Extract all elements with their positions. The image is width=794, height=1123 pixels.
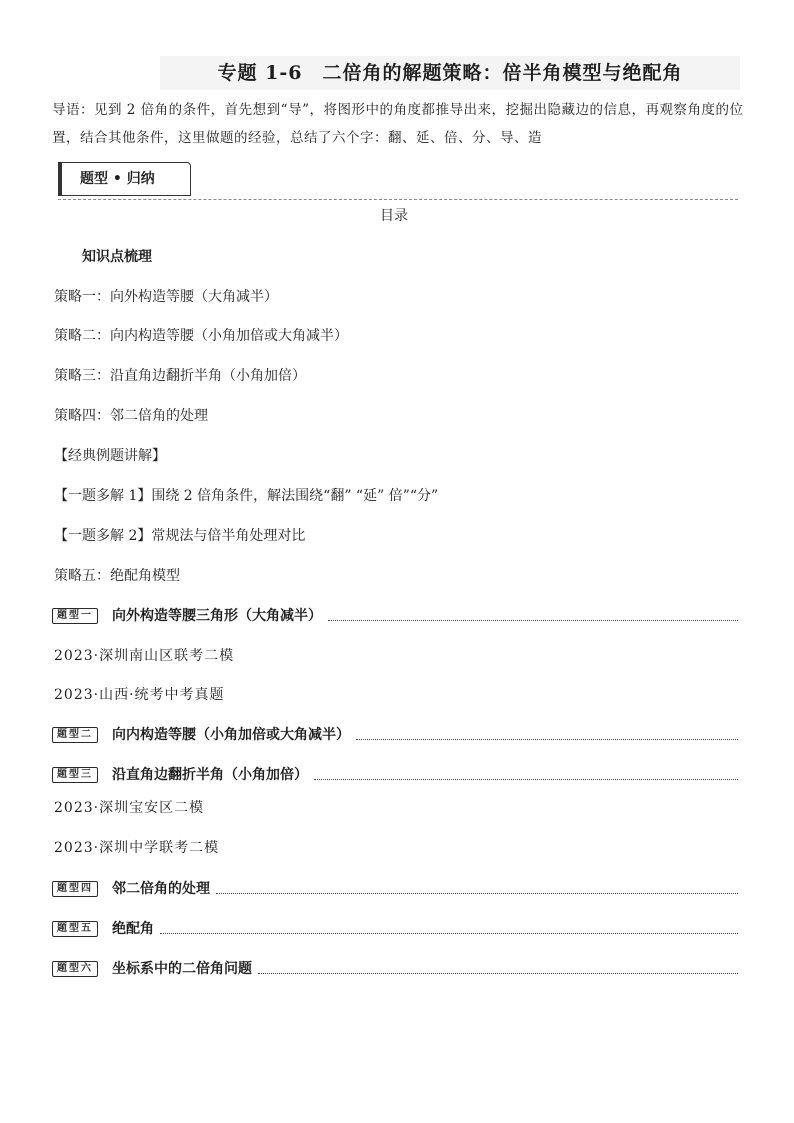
type-badge: 题型五 xyxy=(52,921,98,937)
dot-leader xyxy=(328,620,738,621)
strategy-3: 策略三：沿直角边翻折半角（小角加倍） xyxy=(54,368,306,384)
classic-examples-heading: 【经典例题讲解】 xyxy=(54,448,166,464)
type-badge: 题型一 xyxy=(52,608,98,624)
example-2: 【一题多解 2】常规法与倍半角处理对比 xyxy=(54,528,306,544)
type-badge: 题型四 xyxy=(52,881,98,897)
example-1: 【一题多解 1】围绕 2 倍角条件，解法围绕“翻” “延” 倍”“分” xyxy=(54,488,439,504)
subentry-shenzhen-middle-school: 2023·深圳中学联考二模 xyxy=(54,840,220,856)
toc-entry-label: 邻二倍角的处理 xyxy=(112,881,210,897)
dot-leader xyxy=(258,973,738,974)
type-badge: 题型三 xyxy=(52,767,98,783)
subentry-shenzhen-nanshan: 2023·深圳南山区联考二模 xyxy=(54,648,235,664)
toc-entry-label: 绝配角 xyxy=(112,921,154,937)
toc-entry-type4[interactable] xyxy=(52,879,738,899)
dot-leader xyxy=(314,779,738,780)
toc-entry-type5[interactable] xyxy=(52,919,738,939)
intro-paragraph: 导语：见到 2 倍角的条件，首先想到“导”，将图形中的角度都推导出来，挖掘出隐藏边的信息，再观察角度的位置，结合其他条件，这里做题的经验，总结了六个字：翻、延、倍、分、导、造 xyxy=(52,102,744,146)
dot-leader xyxy=(356,739,738,740)
document-title: 专题 1-6 二倍角的解题策略：倍半角模型与绝配角 xyxy=(160,56,740,90)
toc-entry-type1[interactable] xyxy=(52,606,738,626)
toc-entry-label: 坐标系中的二倍角问题 xyxy=(112,961,252,977)
toc-entry-type6[interactable] xyxy=(52,959,738,979)
dot-leader xyxy=(160,933,738,934)
strategy-1: 策略一：向外构造等腰（大角减半） xyxy=(54,289,278,305)
toc-title: 目录 xyxy=(380,208,408,224)
knowledge-heading: 知识点梳理 xyxy=(82,249,152,265)
subentry-shanxi: 2023·山西·统考中考真题 xyxy=(54,687,225,703)
dot-leader xyxy=(216,893,738,894)
toc-entry-label: 向内构造等腰（小角加倍或大角减半） xyxy=(112,727,350,743)
section-tab: 题型 • 归纳 xyxy=(58,162,191,196)
strategy-4: 策略四：邻二倍角的处理 xyxy=(54,408,208,424)
type-badge: 题型六 xyxy=(52,961,98,977)
strategy-2: 策略二：向内构造等腰（小角加倍或大角减半） xyxy=(54,328,348,344)
toc-entry-label: 向外构造等腰三角形（大角减半） xyxy=(112,608,322,624)
dashed-divider xyxy=(58,199,738,200)
type-badge: 题型二 xyxy=(52,727,98,743)
toc-entry-type2[interactable] xyxy=(52,725,738,745)
strategy-5: 策略五：绝配角模型 xyxy=(54,568,180,584)
subentry-shenzhen-baoan: 2023·深圳宝安区二模 xyxy=(54,800,205,816)
toc-entry-type3[interactable] xyxy=(52,765,738,785)
toc-entry-label: 沿直角边翻折半角（小角加倍） xyxy=(112,767,308,783)
